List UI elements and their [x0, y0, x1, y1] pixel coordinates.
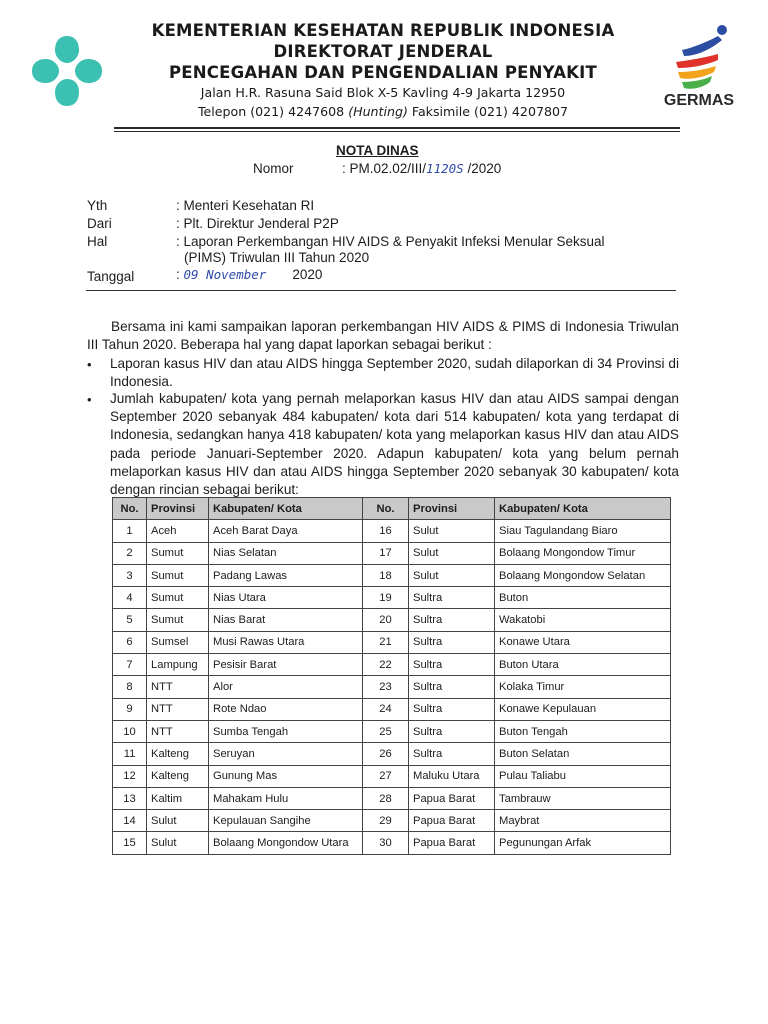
- cell-kabupaten: Seruyan: [209, 743, 363, 765]
- table-row: [113, 832, 671, 854]
- table-row: [113, 676, 671, 698]
- cell-provinsi: Sulut: [409, 542, 495, 564]
- table-row: [113, 698, 671, 720]
- tanggal-colon: :: [176, 267, 184, 282]
- cell-provinsi: Aceh: [147, 520, 209, 542]
- table-row: [113, 765, 671, 787]
- table-row: [113, 609, 671, 631]
- cell-kabupaten: Pesisir Barat: [209, 654, 363, 676]
- tanggal-label: Tanggal: [87, 269, 135, 284]
- cell-provinsi: Sumsel: [147, 631, 209, 653]
- col-header-kabupaten: Kabupaten/ Kota: [495, 498, 671, 520]
- table-row: [113, 654, 671, 676]
- cell-provinsi: NTT: [147, 676, 209, 698]
- cell-kabupaten: Gunung Mas: [209, 765, 363, 787]
- cell-no: 20: [363, 609, 409, 631]
- cell-kabupaten: Buton Selatan: [495, 743, 671, 765]
- cell-no: 19: [363, 587, 409, 609]
- cell-kabupaten: Sumba Tengah: [209, 720, 363, 742]
- cell-kabupaten: Mahakam Hulu: [209, 787, 363, 809]
- cell-no: 1: [113, 520, 147, 542]
- tanggal-handwritten: 09 November: [183, 267, 267, 282]
- cell-provinsi: Papua Barat: [409, 832, 495, 854]
- cell-no: 9: [113, 698, 147, 720]
- table-row: [113, 520, 671, 542]
- cell-provinsi: Sultra: [409, 609, 495, 631]
- cell-provinsi: Maluku Utara: [409, 765, 495, 787]
- cell-provinsi: Papua Barat: [409, 810, 495, 832]
- cell-provinsi: Sumut: [147, 564, 209, 586]
- cell-provinsi: Sumut: [147, 542, 209, 564]
- letterhead-divider-thin: [114, 131, 680, 132]
- dari-label: Dari: [87, 216, 112, 231]
- cell-provinsi: Sulut: [147, 810, 209, 832]
- cell-no: 6: [113, 631, 147, 653]
- col-header-provinsi: Provinsi: [147, 498, 209, 520]
- cell-no: 7: [113, 654, 147, 676]
- cell-no: 28: [363, 787, 409, 809]
- kemenkes-logo-icon: [26, 30, 108, 112]
- cell-provinsi: NTT: [147, 698, 209, 720]
- table-header-row: [113, 498, 671, 520]
- cell-no: 23: [363, 676, 409, 698]
- cell-kabupaten: Nias Selatan: [209, 542, 363, 564]
- districts-table: [112, 497, 671, 855]
- cell-provinsi: Sumut: [147, 609, 209, 631]
- memo-title: NOTA DINAS: [336, 143, 419, 158]
- tanggal-value: [176, 266, 676, 284]
- cell-no: 22: [363, 654, 409, 676]
- cell-no: 30: [363, 832, 409, 854]
- letterhead: [118, 20, 648, 121]
- table-row: [113, 787, 671, 809]
- cell-no: 8: [113, 676, 147, 698]
- col-header-no: No.: [113, 498, 147, 520]
- address-line: Jalan H.R. Rasuna Said Blok X-5 Kavling 4-9 Jakarta 12950: [200, 85, 566, 100]
- col-header-kabupaten: Kabupaten/ Kota: [209, 498, 363, 520]
- cell-provinsi: Sumut: [147, 587, 209, 609]
- tanggal-year: 2020: [292, 267, 323, 282]
- yth-value: : Menteri Kesehatan RI: [176, 198, 315, 213]
- nomor-prefix: : PM.02.02/III/: [342, 161, 427, 176]
- cell-no: 27: [363, 765, 409, 787]
- cell-no: 24: [363, 698, 409, 720]
- bullet-mark: •: [87, 357, 92, 372]
- dari-value: : Plt. Direktur Jenderal P2P: [176, 216, 339, 231]
- cell-kabupaten: Maybrat: [495, 810, 671, 832]
- cell-no: 5: [113, 609, 147, 631]
- cell-kabupaten: Nias Utara: [209, 587, 363, 609]
- cell-provinsi: Papua Barat: [409, 787, 495, 809]
- cell-provinsi: Sulut: [409, 564, 495, 586]
- header-divider: [86, 290, 676, 291]
- cell-no: 10: [113, 720, 147, 742]
- cell-kabupaten: Kolaka Timur: [495, 676, 671, 698]
- cell-kabupaten: Buton Utara: [495, 654, 671, 676]
- cell-kabupaten: Konawe Utara: [495, 631, 671, 653]
- col-header-no: No.: [363, 498, 409, 520]
- contact-line: [118, 102, 648, 121]
- cell-provinsi: Sulut: [147, 832, 209, 854]
- cell-kabupaten: Aceh Barat Daya: [209, 520, 363, 542]
- germas-logo-icon: [652, 20, 744, 96]
- cell-no: 15: [113, 832, 147, 854]
- cell-provinsi: Sulut: [409, 520, 495, 542]
- germas-wordmark: GERMAS: [663, 92, 735, 109]
- cell-no: 21: [363, 631, 409, 653]
- cell-provinsi: Sultra: [409, 743, 495, 765]
- cell-no: 17: [363, 542, 409, 564]
- table-row: [113, 810, 671, 832]
- cell-no: 2: [113, 542, 147, 564]
- cell-no: 12: [113, 765, 147, 787]
- table-row: [113, 587, 671, 609]
- nomor-label: Nomor: [253, 161, 294, 176]
- cell-no: 16: [363, 520, 409, 542]
- cell-provinsi: Lampung: [147, 654, 209, 676]
- hal-label: Hal: [87, 234, 108, 249]
- cell-kabupaten: Siau Tagulandang Biaro: [495, 520, 671, 542]
- cell-provinsi: Sultra: [409, 654, 495, 676]
- cell-kabupaten: Padang Lawas: [209, 564, 363, 586]
- cell-kabupaten: Bolaang Mongondow Utara: [209, 832, 363, 854]
- table-row: [113, 743, 671, 765]
- phone-hunting: (Hunting): [348, 104, 408, 119]
- table-row: [113, 720, 671, 742]
- cell-kabupaten: Konawe Kepulauan: [495, 698, 671, 720]
- cell-provinsi: Kalteng: [147, 765, 209, 787]
- phone-text: Telepon (021) 4247608: [197, 104, 349, 119]
- cell-kabupaten: Buton Tengah: [495, 720, 671, 742]
- cell-kabupaten: Nias Barat: [209, 609, 363, 631]
- nomor-value: [342, 161, 501, 176]
- cell-no: 13: [113, 787, 147, 809]
- cell-kabupaten: Pegunungan Arfak: [495, 832, 671, 854]
- cell-provinsi: NTT: [147, 720, 209, 742]
- table-row: [113, 542, 671, 564]
- cell-provinsi: Sultra: [409, 676, 495, 698]
- cell-no: 29: [363, 810, 409, 832]
- cell-kabupaten: Wakatobi: [495, 609, 671, 631]
- cell-kabupaten: Kepulauan Sangihe: [209, 810, 363, 832]
- letterhead-divider: [114, 127, 680, 129]
- directorate-division: PENCEGAHAN DAN PENGENDALIAN PENYAKIT: [169, 63, 597, 82]
- cell-kabupaten: Bolaang Mongondow Selatan: [495, 564, 671, 586]
- cell-provinsi: Kaltim: [147, 787, 209, 809]
- bullet-item-provinces: Laporan kasus HIV dan atau AIDS hingga September 2020, sudah dilaporkan di 34 Provinsi di Indonesia.: [110, 356, 679, 390]
- cell-no: 4: [113, 587, 147, 609]
- cell-provinsi: Sultra: [409, 698, 495, 720]
- cell-kabupaten: Musi Rawas Utara: [209, 631, 363, 653]
- bullet-mark: •: [87, 392, 92, 407]
- table-row: [113, 564, 671, 586]
- hal-value-line2: (PIMS) Triwulan III Tahun 2020: [184, 250, 370, 265]
- cell-provinsi: Sultra: [409, 720, 495, 742]
- col-header-provinsi: Provinsi: [409, 498, 495, 520]
- nomor-handwritten: 1120S: [426, 161, 464, 176]
- cell-provinsi: Sultra: [409, 587, 495, 609]
- cell-kabupaten: Tambrauw: [495, 787, 671, 809]
- cell-no: 11: [113, 743, 147, 765]
- cell-kabupaten: Pulau Taliabu: [495, 765, 671, 787]
- nomor-suffix: /2020: [463, 161, 502, 176]
- cell-no: 18: [363, 564, 409, 586]
- table-row: [113, 631, 671, 653]
- table-body: [113, 520, 671, 854]
- cell-no: 26: [363, 743, 409, 765]
- yth-label: Yth: [87, 198, 108, 213]
- directorate-name: DIREKTORAT JENDERAL: [273, 42, 493, 61]
- ministry-name: KEMENTERIAN KESEHATAN REPUBLIK INDONESIA: [151, 21, 615, 40]
- cell-kabupaten: Rote Ndao: [209, 698, 363, 720]
- cell-provinsi: Kalteng: [147, 743, 209, 765]
- intro-paragraph: Bersama ini kami sampaikan laporan perkembangan HIV AIDS & PIMS di Indonesia Triwulan III Tahun 2020. Beberapa hal yang dapat laporkan sebagai berikut :: [87, 319, 679, 353]
- bullet-item-districts: Jumlah kabupaten/ kota yang pernah melaporkan kasus HIV dan atau AIDS sampai dengan September 2020 sebanyak 484 kabupaten/ kota dari 514 kabupaten/ kota yang terdapat di Indonesia, sedangkan hanya 418 kabupaten/ kota yang melaporkan kasus HIV dan atau AIDS pada periode Januari-September 2020. Adapun kabupaten/ kota yang belum pernah melaporkan kasus HIV dan atau AIDS hingga September 2020 sebanyak 30 kabupaten/ kota dengan rincian sebagai berikut:: [110, 391, 679, 498]
- cell-no: 25: [363, 720, 409, 742]
- cell-no: 14: [113, 810, 147, 832]
- cell-kabupaten: Alor: [209, 676, 363, 698]
- fax-text: Faksimile (021) 4207807: [407, 104, 569, 119]
- hal-value-line1: : Laporan Perkembangan HIV AIDS & Penyakit Infeksi Menular Seksual: [176, 234, 605, 249]
- cell-provinsi: Sultra: [409, 631, 495, 653]
- cell-kabupaten: Bolaang Mongondow Timur: [495, 542, 671, 564]
- cell-no: 3: [113, 564, 147, 586]
- cell-kabupaten: Buton: [495, 587, 671, 609]
